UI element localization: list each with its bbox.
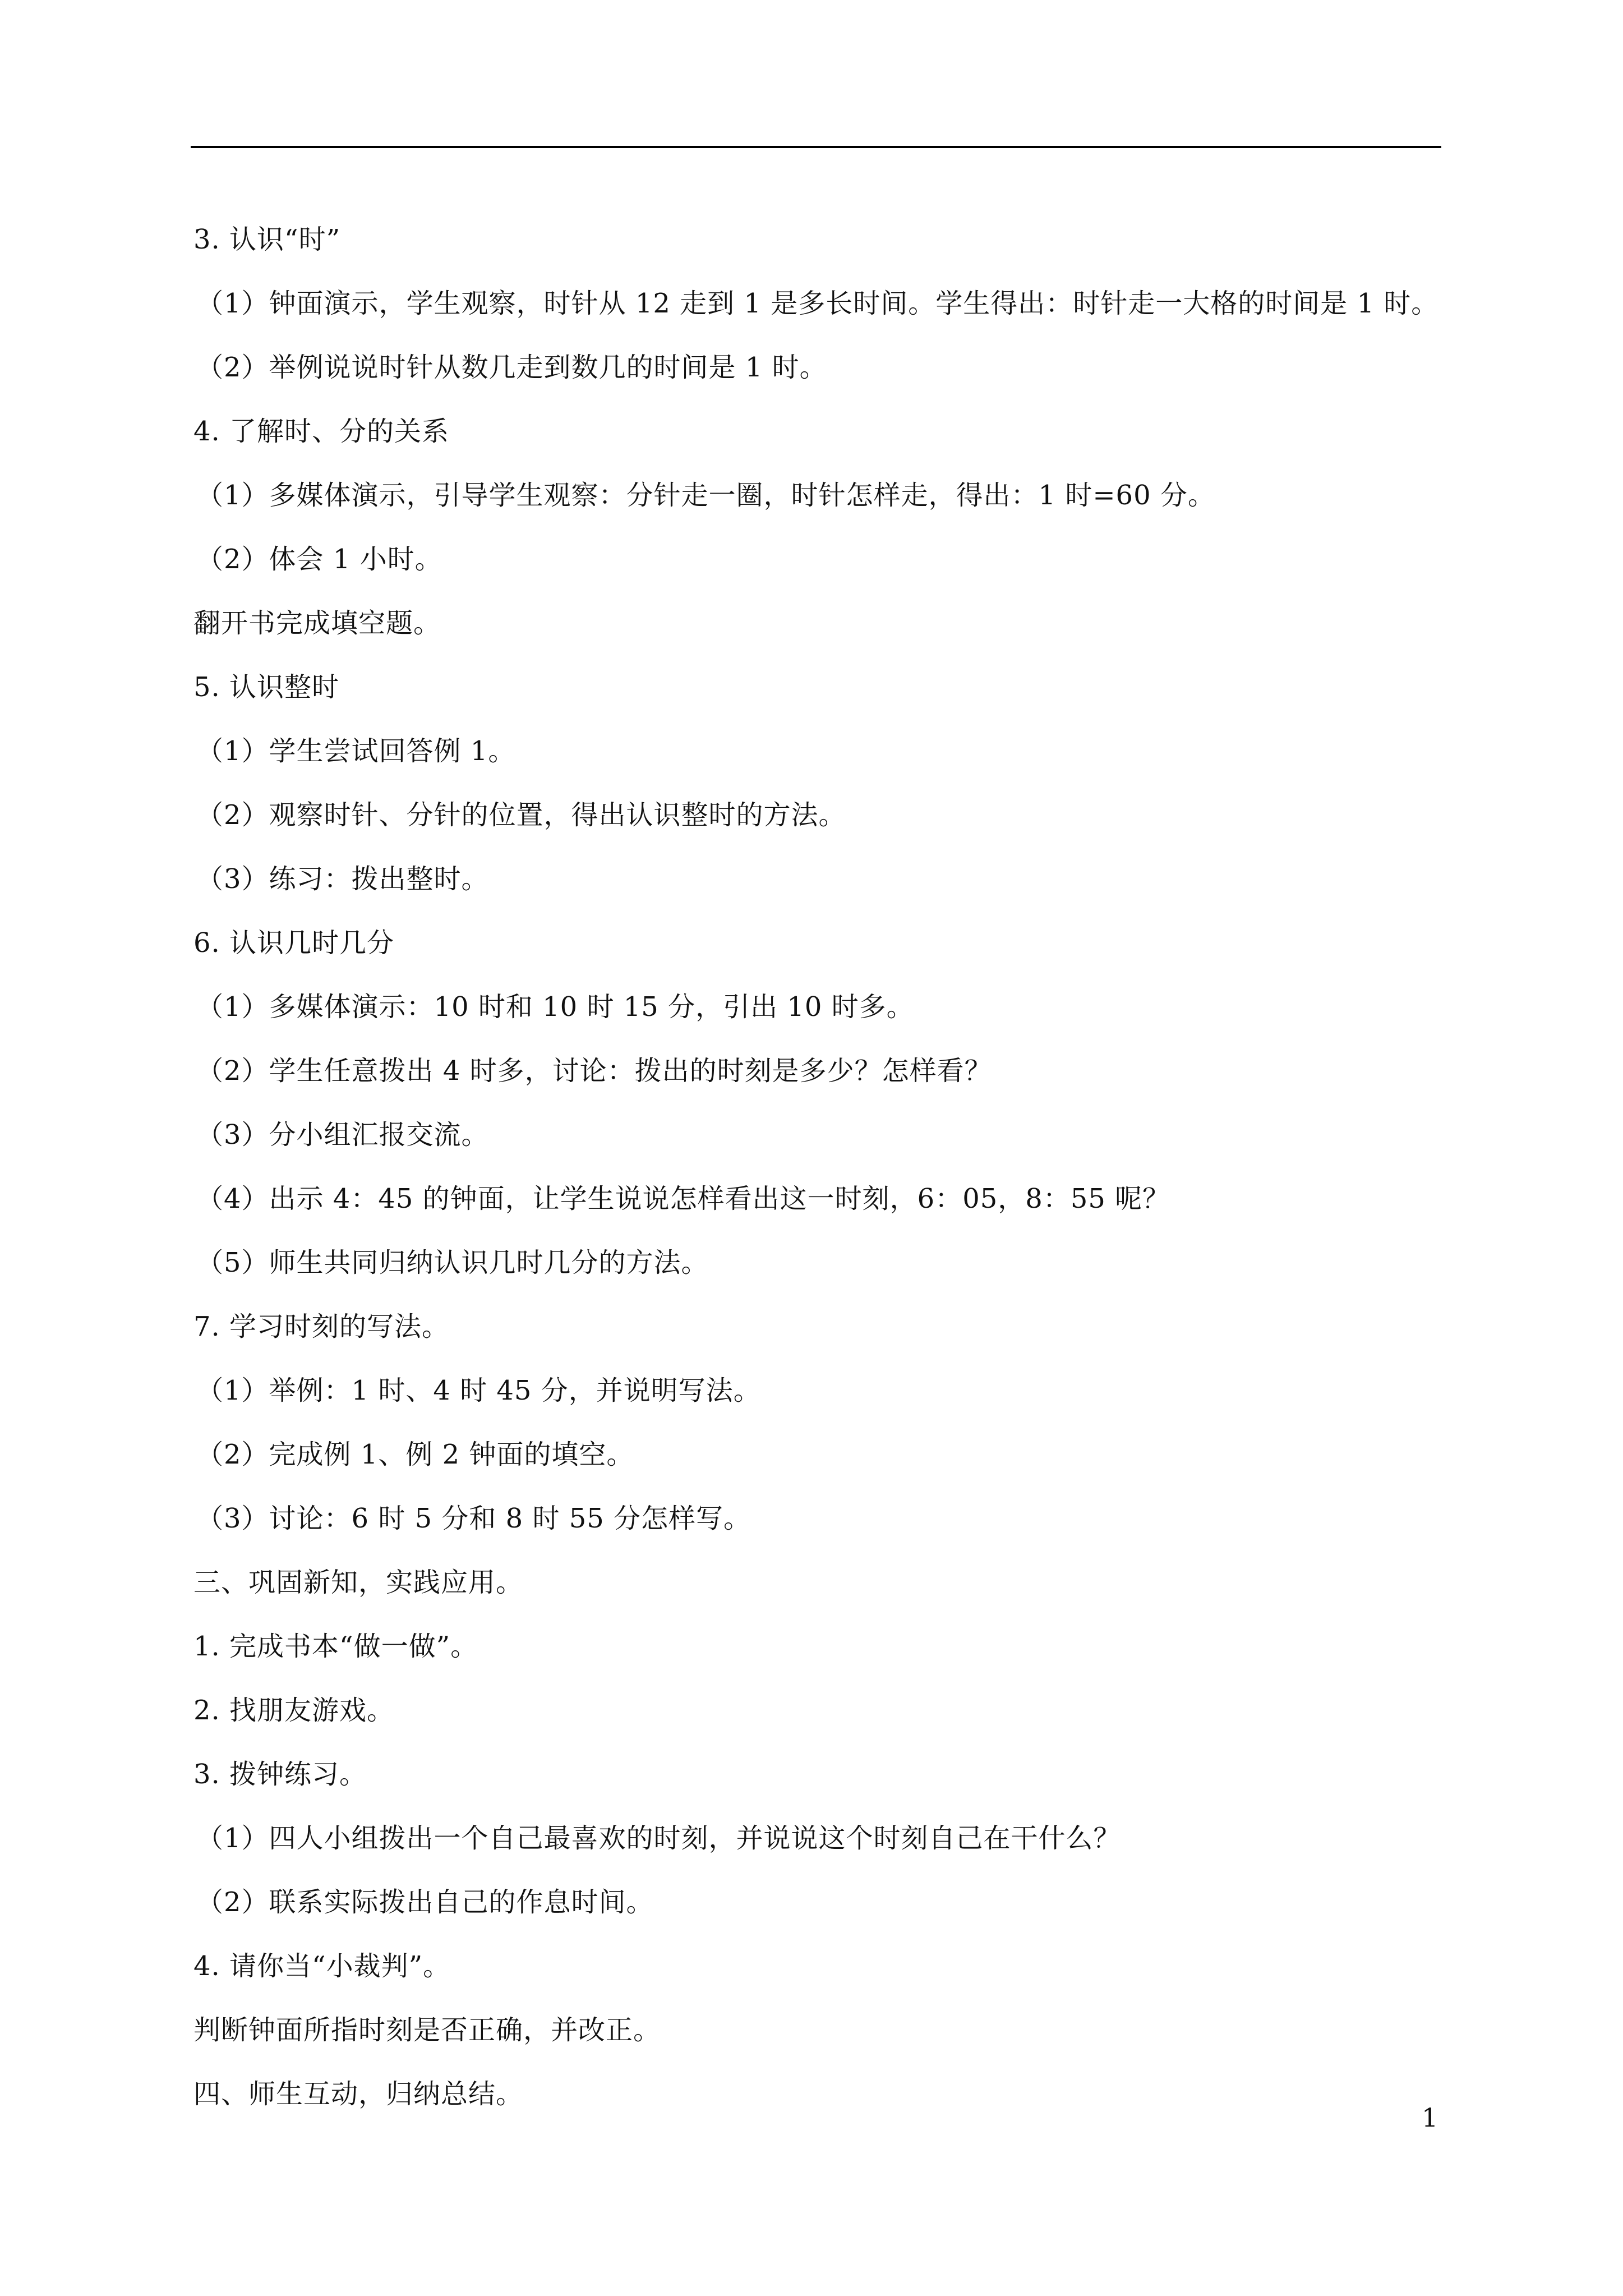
page-number: 1 — [1422, 2102, 1438, 2133]
text-line: （2）观察时针、分针的位置，得出认识整时的方法。 — [196, 799, 846, 831]
text-line: （2）完成例 1、例 2 钟面的填空。 — [196, 1439, 634, 1470]
text-line: （3）分小组汇报交流。 — [196, 1119, 489, 1151]
section-heading: 4. 请你当“小裁判”。 — [193, 1950, 451, 1982]
text-line: （1）四人小组拨出一个自己最喜欢的时刻，并说说这个时刻自己在干什么？ — [196, 1823, 1121, 1854]
section-heading: 2. 找朋友游戏。 — [193, 1695, 395, 1726]
text-line: （2）学生任意拨出 4 时多，讨论：拨出的时刻是多少？怎样看？ — [196, 1055, 992, 1087]
text-line: （1）多媒体演示，引导学生观察：分针走一圈，时针怎样走，得出：1 时=60 分。 — [196, 480, 1215, 511]
text-line: （2）举例说说时针从数几走到数几的时间是 1 时。 — [196, 352, 827, 383]
text-line: （2）体会 1 小时。 — [196, 544, 442, 575]
text-line: （4）出示 4：45 的钟面，让学生说说怎样看出这一时刻，6：05，8：55 呢？ — [196, 1183, 1170, 1214]
text-line: 判断钟面所指时刻是否正确，并改正。 — [193, 2014, 661, 2046]
text-line: 翻开书完成填空题。 — [193, 608, 441, 639]
section-heading: 四、师生互动，归纳总结。 — [193, 2078, 524, 2110]
text-line: （5）师生共同归纳认识几时几分的方法。 — [196, 1247, 709, 1278]
document-body — [193, 208, 1450, 2126]
section-heading: 3. 认识“时” — [193, 224, 341, 255]
text-line: （2）联系实际拨出自己的作息时间。 — [196, 1887, 654, 1918]
section-heading: 3. 拨钟练习。 — [193, 1759, 367, 1790]
section-heading: 5. 认识整时 — [193, 671, 340, 703]
text-line: （1）多媒体演示：10 时和 10 时 15 分，引出 10 时多。 — [196, 991, 914, 1023]
text-line: （1）学生尝试回答例 1。 — [196, 735, 516, 767]
text-line: （1）钟面演示，学生观察，时针从 12 走到 1 是多长时间。学生得出：时针走一大格的时间是 1 时。 — [196, 288, 1439, 319]
section-heading: 三、巩固新知，实践应用。 — [193, 1567, 524, 1598]
section-heading: 1. 完成书本“做一做”。 — [193, 1631, 478, 1662]
text-line: （3）练习：拨出整时。 — [196, 863, 489, 895]
text-line: （1）举例：1 时、4 时 45 分，并说明写法。 — [196, 1375, 761, 1406]
section-heading: 6. 认识几时几分 — [193, 927, 395, 959]
text-line: （3）讨论：6 时 5 分和 8 时 55 分怎样写。 — [196, 1503, 751, 1534]
section-heading: 7. 学习时刻的写法。 — [193, 1311, 450, 1342]
section-heading: 4. 了解时、分的关系 — [193, 416, 450, 447]
header-rule — [191, 146, 1441, 148]
